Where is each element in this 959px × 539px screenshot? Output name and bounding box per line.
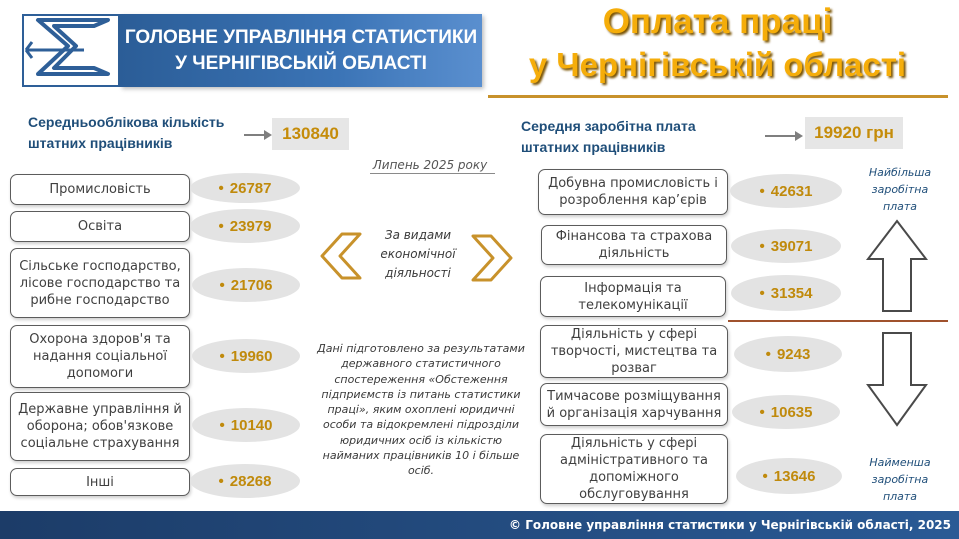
highest-salary-label: Найбільша заробітна плата [868, 166, 932, 213]
salary-category-value: • 39071 [731, 229, 841, 263]
arrow-right-icon [264, 130, 272, 140]
employees-label [28, 112, 224, 154]
salary-arrow [765, 135, 797, 137]
arrow-right-icon [795, 131, 803, 141]
employees-category-box: Промисловість [10, 174, 190, 205]
org-name-line2: У ЧЕРНІГІВСЬКІЙ ОБЛАСТІ [175, 52, 427, 74]
salary-category-box: Добувна промисловість і розроблення кар’єрів [538, 169, 728, 215]
page-title-line2: у Чернігівській області [528, 46, 907, 83]
org-name-line1: ГОЛОВНЕ УПРАВЛІННЯ СТАТИСТИКИ [124, 26, 478, 48]
employees-category-value: • 23979 [190, 209, 300, 243]
employees-category-value: • 19960 [192, 339, 300, 373]
salary-label-line2: штатних працівників [521, 139, 666, 155]
employees-category-value: • 21706 [192, 268, 300, 302]
chevron-left-icon [318, 232, 363, 280]
employees-category-box: Освіта [10, 211, 190, 242]
period-caption: Липень 2025 року [355, 158, 505, 172]
high-low-divider [728, 320, 948, 322]
by-activity-caption: За видами економічної діяльності [380, 228, 456, 280]
employees-category-box: Державне управління й оборона; обов'язкове соціальне страхування [10, 392, 190, 461]
salary-category-value: • 31354 [731, 275, 841, 311]
salary-label [521, 116, 696, 158]
employees-category-box: Інші [10, 468, 190, 496]
footer-copyright: © Головне управління статистики у Чернігівській області, 2025 [0, 511, 959, 539]
employees-category-box: Охорона здоров'я та надання соціальної допомоги [10, 325, 190, 388]
employees-total: 130840 [272, 118, 349, 150]
employees-category-value: • 10140 [192, 408, 300, 442]
salary-category-value: • 13646 [736, 458, 842, 494]
employees-label-line1: Середньооблікова кількість [28, 114, 225, 130]
employees-label-line2: штатних працівників [28, 135, 173, 151]
chevron-right-icon [470, 234, 515, 282]
salary-category-box: Фінансова та страхова діяльність [541, 225, 727, 265]
salary-category-value: • 42631 [730, 174, 842, 208]
salary-category-value: • 10635 [732, 395, 840, 429]
logo [22, 14, 120, 87]
salary-category-box: Діяльність у сфері адміністративного та допоміжного обслуговування [540, 434, 728, 504]
salary-label-line1: Середня заробітна плата [521, 118, 696, 134]
salary-category-box: Діяльність у сфері творчості, мистецтва та розваг [540, 325, 728, 378]
employees-category-box: Сільське господарство, лісове господарство та рибне господарство [10, 248, 190, 318]
arrow-up-icon [865, 219, 929, 313]
employees-category-value: • 28268 [190, 464, 300, 498]
organization-banner [120, 14, 482, 87]
methodology-note: Дані підготовлено за результатами державного статистичного спостереження «Обстеження підприємств із питань статистики праці», яким охоплені юридичні особи та відокремлені підрозділи юридичних осіб із кількістю найманих працівників 10 і більше осіб. [317, 342, 525, 478]
lowest-salary-label: Найменша заробітна плата [869, 456, 931, 503]
employees-arrow [244, 134, 266, 136]
trident-logo-icon [24, 16, 118, 85]
salary-category-box: Інформація та телекомунікації [540, 276, 726, 317]
title-underline [488, 95, 948, 98]
arrow-down-icon [865, 331, 929, 427]
salary-average: 19920 грн [805, 117, 903, 149]
page-title-line1: Оплата праці [602, 2, 833, 41]
salary-category-box: Тимчасове розміщування й організація харчування [540, 383, 728, 426]
employees-category-value: • 26787 [190, 173, 300, 203]
salary-category-value: • 9243 [734, 336, 842, 372]
